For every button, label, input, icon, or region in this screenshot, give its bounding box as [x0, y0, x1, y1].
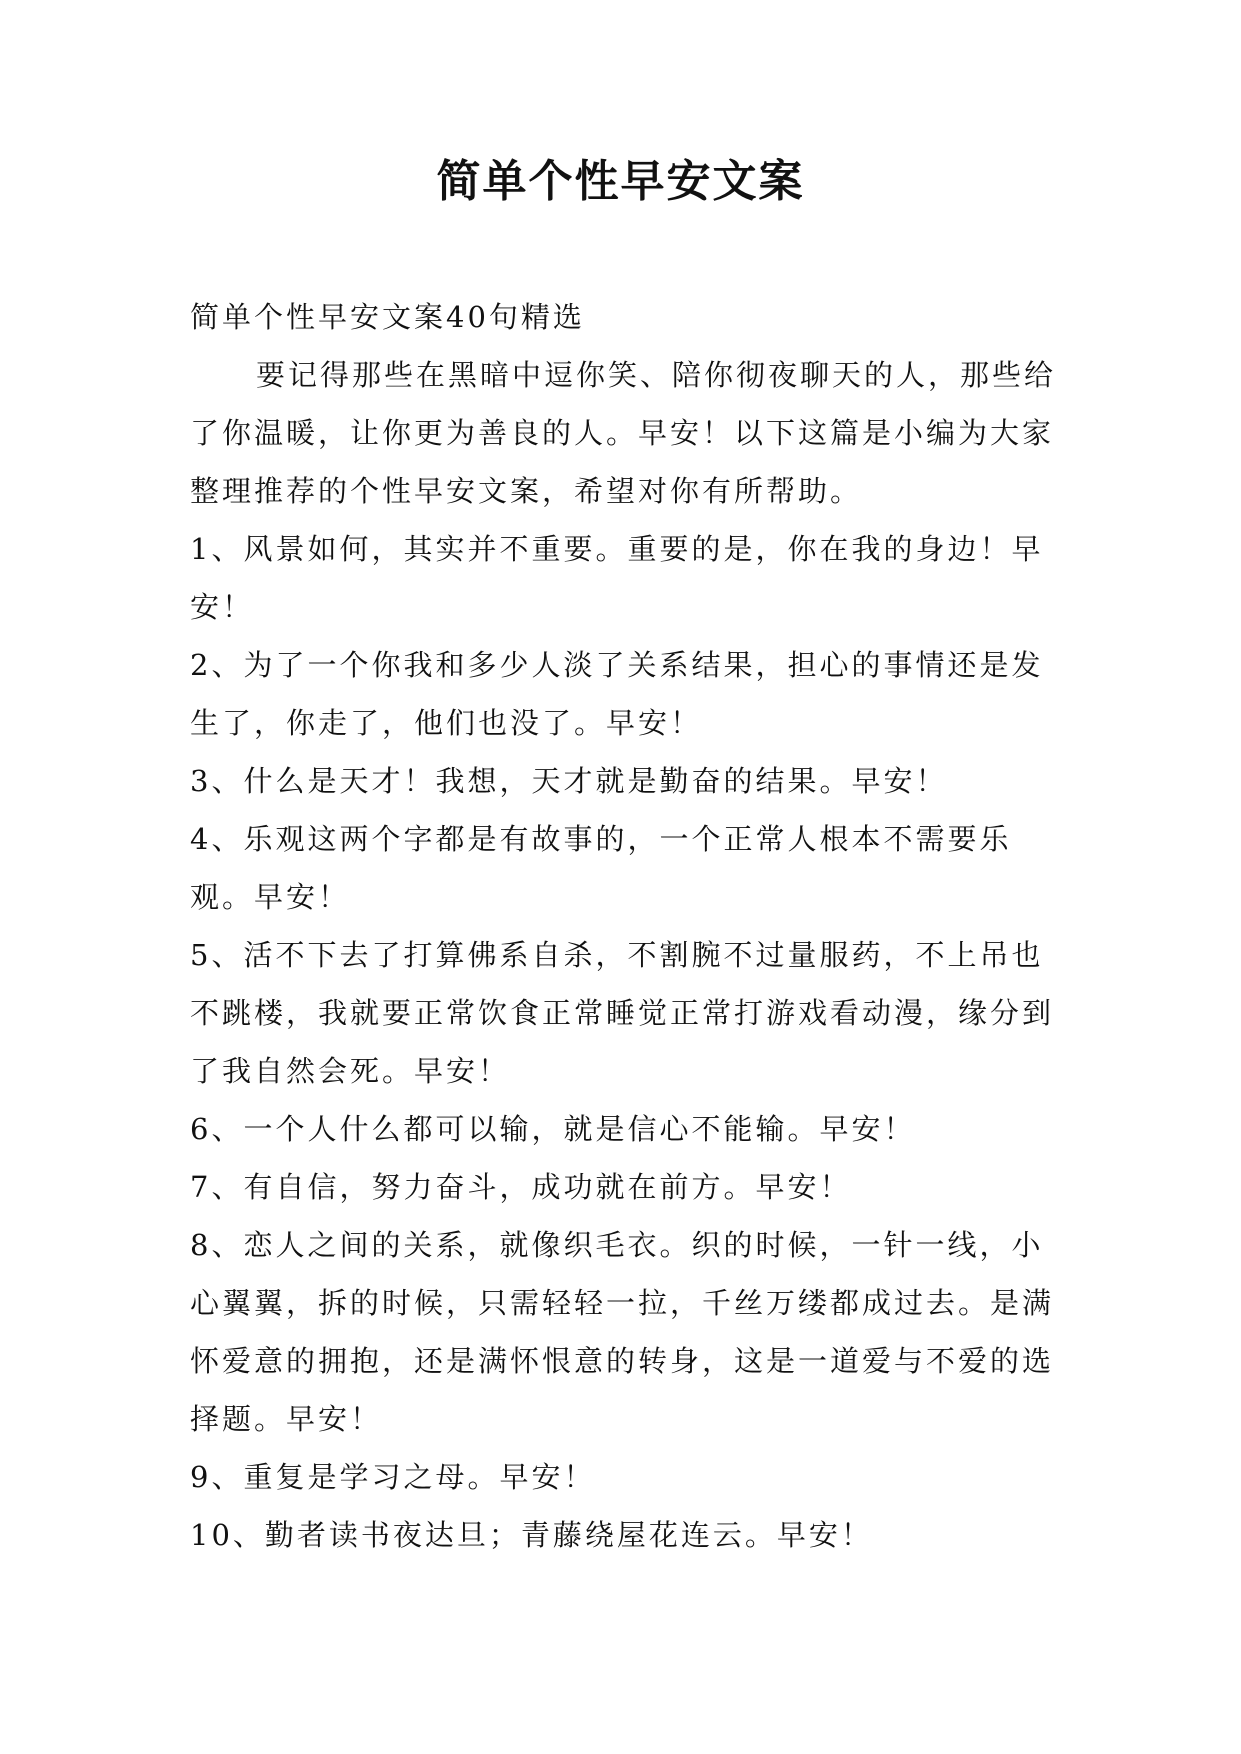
list-item: 1、风景如何，其实并不重要。重要的是，你在我的身边！早安！ — [190, 532, 1044, 624]
list-item: 5、活不下去了打算佛系自杀，不割腕不过量服药，不上吊也不跳楼，我就要正常饮食正常睡觉正常打游戏看动漫，缘分到了我自然会死。早安！ — [190, 938, 1055, 1088]
intro-paragraph: 要记得那些在黑暗中逗你笑、陪你彻夜聊天的人，那些给了你温暖，让你更为善良的人。早安！以下这篇是小编为大家整理推荐的个性早安文案，希望对你有所帮助。 — [190, 358, 1057, 508]
list-item: 4、乐观这两个字都是有故事的，一个正常人根本不需要乐观。早安！ — [190, 822, 1012, 914]
list-item: 7、有自信，努力奋斗，成功就在前方。早安！ — [190, 1170, 852, 1204]
list-item: 8、恋人之间的关系，就像织毛衣。织的时候，一针一线，小心翼翼，拆的时候，只需轻轻一拉，千丝万缕都成过去。是满怀爱意的拥抱，还是满怀恨意的转身，这是一道爱与不爱的选择题。早安！ — [190, 1228, 1055, 1436]
list-item: 10、勤者读书夜达旦；青藤绕屋花连云。早安！ — [190, 1518, 873, 1552]
list-item: 2、为了一个你我和多少人淡了关系结果，担心的事情还是发生了，你走了，他们也没了。早安！ — [190, 648, 1044, 740]
list-item: 3、什么是天才！我想，天才就是勤奋的结果。早安！ — [190, 764, 948, 798]
list-item: 9、重复是学习之母。早安！ — [190, 1460, 596, 1494]
document-body — [190, 288, 1070, 1564]
list-item: 6、一个人什么都可以输，就是信心不能输。早安！ — [190, 1112, 916, 1146]
document-title: 简单个性早安文案 — [436, 156, 805, 207]
document-subtitle: 简单个性早安文案40句精选 — [190, 300, 585, 334]
